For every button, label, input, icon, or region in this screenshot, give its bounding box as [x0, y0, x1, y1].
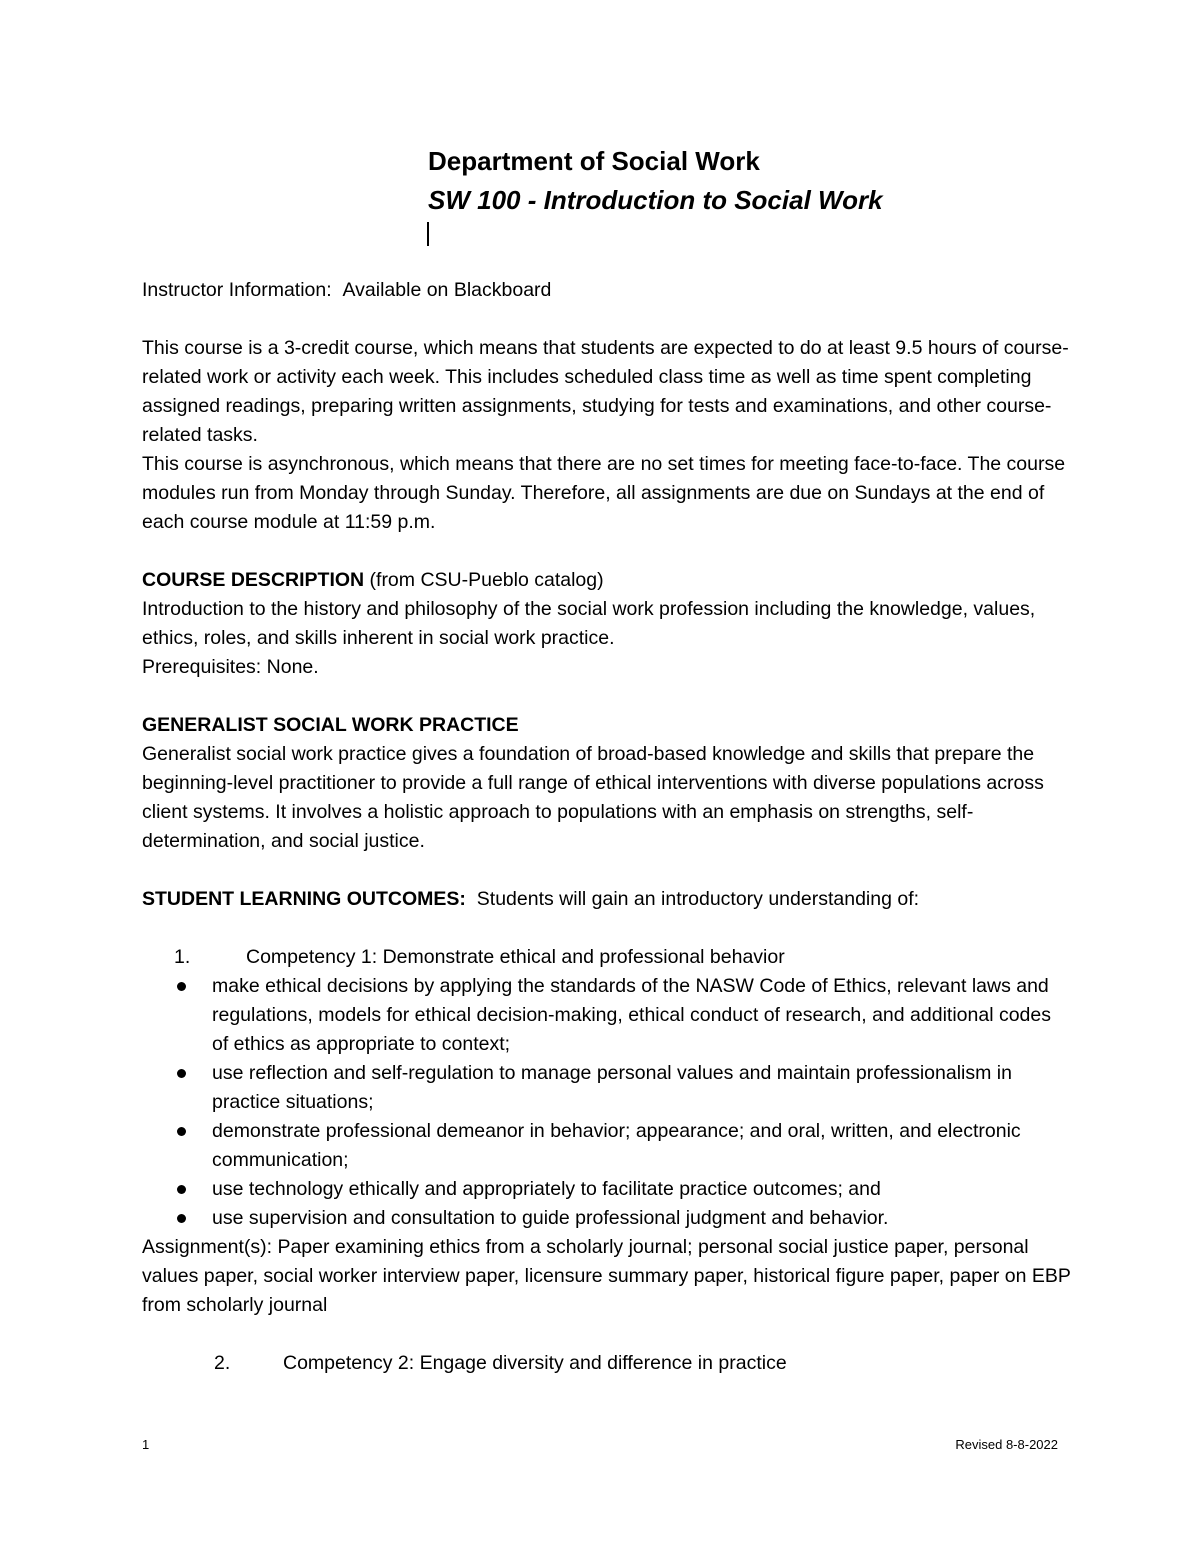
competency-1-number: 1.	[174, 946, 191, 968]
list-item: use reflection and self-regulation to manage personal values and maintain professionalism in practice situations;	[142, 1059, 1072, 1117]
list-item: use supervision and consultation to guide professional judgment and behavior.	[142, 1204, 1072, 1233]
competency-2-heading	[142, 1349, 1072, 1378]
bullet-icon	[142, 972, 212, 1059]
list-item: make ethical decisions by applying the standards of the NASW Code of Ethics, relevant laws and regulations, models for ethical decision-making, ethical conduct of research, and additional codes of ethics as appropriate to context;	[142, 972, 1072, 1059]
competency-1-title: Competency 1: Demonstrate ethical and professional behavior	[246, 946, 785, 968]
course-description-heading-line	[142, 566, 1072, 595]
outcomes-heading: STUDENT LEARNING OUTCOMES:	[142, 888, 466, 910]
instructor-label: Instructor Information:	[142, 279, 332, 301]
course-title: SW 100 - Introduction to Social Work	[428, 185, 883, 215]
generalist-text: Generalist social work practice gives a foundation of broad-based knowledge and skills that prepare the beginning-level practitioner to provide a full range of ethical interventions with diverse populations across client systems. It involves a holistic approach to populations with an emphasis on strengths, self-determination, and social justice.	[142, 743, 1044, 852]
bullet-icon	[142, 1175, 212, 1204]
competency-1-assignments: Assignment(s): Paper examining ethics from a scholarly journal; personal social justice paper, personal values paper, social worker interview paper, licensure summary paper, historical figure paper, paper on EBP from scholarly journal	[142, 1236, 1071, 1316]
course-description-heading: COURSE DESCRIPTION	[142, 569, 365, 591]
department-title: Department of Social Work	[428, 146, 760, 176]
prerequisites: Prerequisites: None.	[142, 656, 319, 678]
generalist-heading: GENERALIST SOCIAL WORK PRACTICE	[142, 714, 519, 736]
list-item: demonstrate professional demeanor in behavior; appearance; and oral, written, and electronic communication;	[142, 1117, 1072, 1175]
credit-paragraph: This course is a 3-credit course, which means that students are expected to do at least 9.5 hours of course-related work or activity each week. This includes scheduled class time as well as time spent completing assigned readings, preparing written assignments, studying for tests and examinations, and other course-related tasks.	[142, 337, 1069, 446]
text-cursor	[427, 222, 429, 246]
instructor-info	[142, 276, 1072, 305]
competency-1-heading	[142, 943, 1072, 972]
page-number: 1	[142, 1437, 150, 1452]
instructor-value: Available on Blackboard	[342, 279, 552, 301]
competency-2-title: Competency 2: Engage diversity and difference in practice	[283, 1352, 787, 1374]
course-description-text: Introduction to the history and philosophy of the social work profession including the knowledge, values, ethics, roles, and skills inherent in social work practice.	[142, 598, 1036, 649]
outcomes-intro-line	[142, 885, 1072, 914]
list-item: use technology ethically and appropriately to facilitate practice outcomes; and	[142, 1175, 1072, 1204]
document-header	[428, 142, 883, 220]
revision-date: Revised 8-8-2022	[955, 1437, 1058, 1452]
document-body	[142, 276, 1072, 1378]
course-description-source: (from CSU-Pueblo catalog)	[369, 569, 604, 591]
competency-2-number: 2.	[214, 1352, 231, 1374]
async-paragraph: This course is asynchronous, which means that there are no set times for meeting face-to-face. The course modules run from Monday through Sunday. Therefore, all assignments are due on Sundays at the end of each course module at 11:59 p.m.	[142, 453, 1066, 533]
bullet-icon	[142, 1059, 212, 1117]
bullet-icon	[142, 1204, 212, 1233]
outcomes-intro: Students will gain an introductory understanding of:	[476, 888, 920, 910]
bullet-icon	[142, 1117, 212, 1175]
